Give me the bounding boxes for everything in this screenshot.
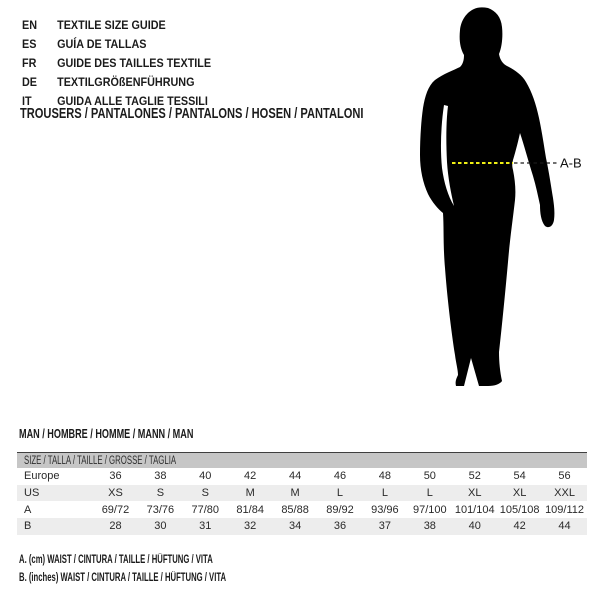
size-cell: XS bbox=[108, 487, 123, 500]
size-cell: 31 bbox=[199, 520, 212, 533]
man-figure bbox=[410, 0, 600, 400]
size-cell: 101/104 bbox=[454, 503, 495, 516]
size-cell: 46 bbox=[333, 470, 347, 483]
size-cell: 97/100 bbox=[412, 503, 447, 516]
language-label: GUÍA DE TALLAS bbox=[57, 36, 147, 51]
size-cell: 42 bbox=[244, 470, 257, 483]
table-row-europe bbox=[17, 468, 587, 485]
size-cell: 56 bbox=[558, 470, 571, 483]
language-code: DE bbox=[22, 74, 38, 89]
size-cell: 89/92 bbox=[326, 503, 354, 516]
size-cell: 93/96 bbox=[371, 503, 399, 516]
language-row-en bbox=[22, 15, 211, 34]
footnote-b: B. (inches) WAIST / CINTURA / TAILLE / HÜFTUNG / VITA bbox=[19, 571, 227, 584]
size-cell: L bbox=[381, 487, 388, 500]
table-row-us bbox=[17, 485, 587, 502]
footnote-a: A. (cm) WAIST / CINTURA / TAILLE / HÜFTUNG / VITA bbox=[19, 554, 213, 566]
language-code: ES bbox=[22, 36, 37, 51]
language-row-de bbox=[22, 72, 211, 91]
language-label: TEXTILGRÖßENFÜHRUNG bbox=[57, 74, 195, 89]
size-cell: 44 bbox=[558, 520, 571, 533]
language-code: FR bbox=[22, 55, 37, 70]
size-table-header-label: SIZE / TALLA / TAILLE / GRÖSSE / TAGLIA bbox=[24, 454, 177, 467]
size-cell: 42 bbox=[513, 520, 526, 533]
row-label: B bbox=[24, 520, 32, 533]
size-cell: 73/76 bbox=[146, 503, 175, 516]
size-cell: 40 bbox=[468, 520, 481, 533]
table-row-a-cm bbox=[17, 501, 587, 518]
size-table-header bbox=[17, 453, 587, 468]
language-label: GUIDA ALLE TAGLIE TESSILI bbox=[57, 93, 208, 108]
size-cell: 50 bbox=[423, 470, 436, 483]
size-cell: 77/80 bbox=[191, 503, 220, 516]
size-cell: L bbox=[336, 487, 344, 500]
size-cell: 69/72 bbox=[101, 503, 130, 516]
size-cell: 54 bbox=[513, 470, 526, 483]
language-legend bbox=[22, 15, 232, 110]
size-cell: XL bbox=[512, 487, 527, 500]
size-cell: 36 bbox=[109, 470, 122, 483]
row-label: A bbox=[24, 503, 32, 516]
language-code: IT bbox=[22, 93, 32, 108]
size-cell: 81/84 bbox=[236, 503, 264, 516]
size-cell: M bbox=[245, 487, 255, 500]
footnotes bbox=[19, 552, 328, 587]
language-label: GUIDE DES TAILLES TEXTILE bbox=[57, 55, 212, 70]
measurement-label: A-B bbox=[560, 155, 582, 171]
size-cell: 36 bbox=[333, 520, 347, 533]
row-label: US bbox=[24, 487, 40, 500]
size-cell: 44 bbox=[288, 470, 302, 483]
size-cell: 109/112 bbox=[545, 503, 585, 516]
size-cell: L bbox=[426, 487, 433, 500]
size-cell: XXL bbox=[554, 487, 575, 500]
size-cell: 40 bbox=[199, 470, 212, 483]
size-cell: XL bbox=[467, 487, 482, 500]
size-cell: 85/88 bbox=[281, 503, 309, 516]
size-cell: 38 bbox=[423, 520, 436, 533]
size-table bbox=[17, 452, 587, 535]
size-cell: 30 bbox=[154, 520, 167, 533]
table-row-b-inches bbox=[17, 518, 587, 535]
language-row-fr bbox=[22, 53, 211, 72]
size-cell: S bbox=[201, 487, 209, 500]
size-cell: M bbox=[290, 487, 300, 500]
size-cell: 38 bbox=[154, 470, 167, 483]
size-cell: 105/108 bbox=[499, 503, 540, 516]
product-line-title: TROUSERS / PANTALONES / PANTALONS / HOSEN / PANTALONI bbox=[20, 105, 364, 122]
man-silhouette bbox=[420, 7, 554, 386]
language-label: TEXTILE SIZE GUIDE bbox=[57, 17, 166, 32]
language-row-es bbox=[22, 34, 211, 53]
size-cell: 52 bbox=[468, 470, 481, 483]
section-title-man: MAN / HOMBRE / HOMME / MANN / MAN bbox=[19, 426, 194, 441]
size-cell: S bbox=[156, 487, 165, 500]
size-cell: 28 bbox=[109, 520, 122, 533]
size-cell: 48 bbox=[378, 470, 392, 483]
row-label: Europe bbox=[24, 470, 60, 483]
size-cell: 37 bbox=[378, 520, 392, 533]
language-code: EN bbox=[22, 17, 38, 32]
size-cell: 32 bbox=[244, 520, 257, 533]
size-cell: 34 bbox=[288, 520, 302, 533]
